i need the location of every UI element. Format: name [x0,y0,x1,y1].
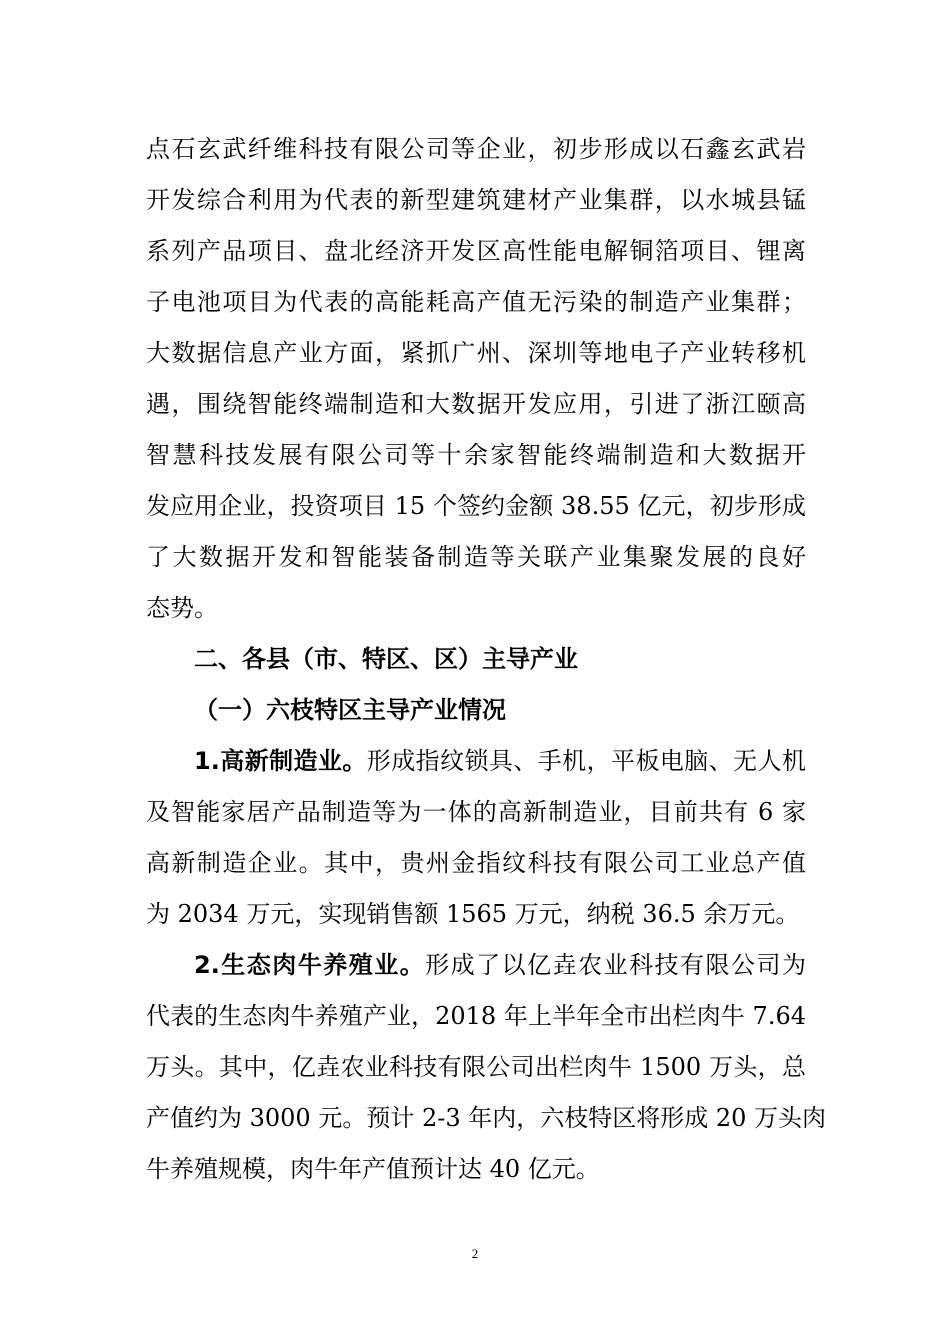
item2-first-line-text: 形成了以亿垚农业科技有限公司为 [425,951,806,979]
intro-paragraph [146,124,806,634]
text-line: 牛养殖规模，肉牛年产值预计达 40 亿元。 [146,1155,600,1183]
text-line: 了大数据开发和智能装备制造等关联产业集聚发展的良好 [146,543,806,571]
text-line: 高新制造企业。其中，贵州金指纹科技有限公司工业总产值 [146,849,806,877]
text-line: 子电池项目为代表的高能耗高产值无污染的制造产业集群； [146,288,806,316]
section-heading: 二、各县（市、特区、区）主导产业 [194,645,578,673]
text-line: 为 2034 万元，实现销售额 1565 万元，纳税 36.5 余万元。 [146,900,800,928]
page-number: 2 [471,1246,479,1261]
document-body [146,124,827,1195]
text-line: 发应用企业，投资项目 15 个签约金额 38.55 亿元，初步形成 [146,492,806,520]
text-line: 系列产品项目、盘北经济开发区高性能电解铜箔项目、锂离 [146,237,806,265]
text-line: 产值约为 3000 元。预计 2-3 年内，六枝特区将形成 20 万头肉 [146,1104,827,1132]
text-line: 态势。 [146,594,218,622]
text-line: 点石玄武纤维科技有限公司等企业，初步形成以石鑫玄武岩 [146,135,806,163]
text-line: 代表的生态肉牛养殖产业，2018 年上半年全市出栏肉牛 7.64 [146,1002,806,1030]
text-line: 遇，围绕智能终端制造和大数据开发应用，引进了浙江颐高 [146,390,806,418]
item2-paragraph [146,940,827,1195]
item2-first-line [146,940,806,991]
text-line: 万头。其中，亿垚农业科技有限公司出栏肉牛 1500 万头，总 [146,1053,806,1081]
text-line: 开发综合利用为代表的新型建筑建材产业集群，以水城县锰 [146,186,806,214]
subsection-heading: （一）六枝特区主导产业情况 [194,696,506,724]
item1-paragraph [146,736,806,940]
item1-first-line [146,736,806,787]
item1-first-line-text: 形成指纹锁具、手机，平板电脑、无人机 [366,747,807,775]
text-line: 智慧科技发展有限公司等十余家智能终端制造和大数据开 [146,441,806,469]
item1-title: 1.高新制造业。 [194,747,367,775]
text-line: 大数据信息产业方面，紧抓广州、深圳等地电子产业转移机 [146,339,806,367]
text-line: 及智能家居产品制造等为一体的高新制造业，目前共有 6 家 [146,798,806,826]
item2-title: 2.生态肉牛养殖业。 [194,951,426,979]
